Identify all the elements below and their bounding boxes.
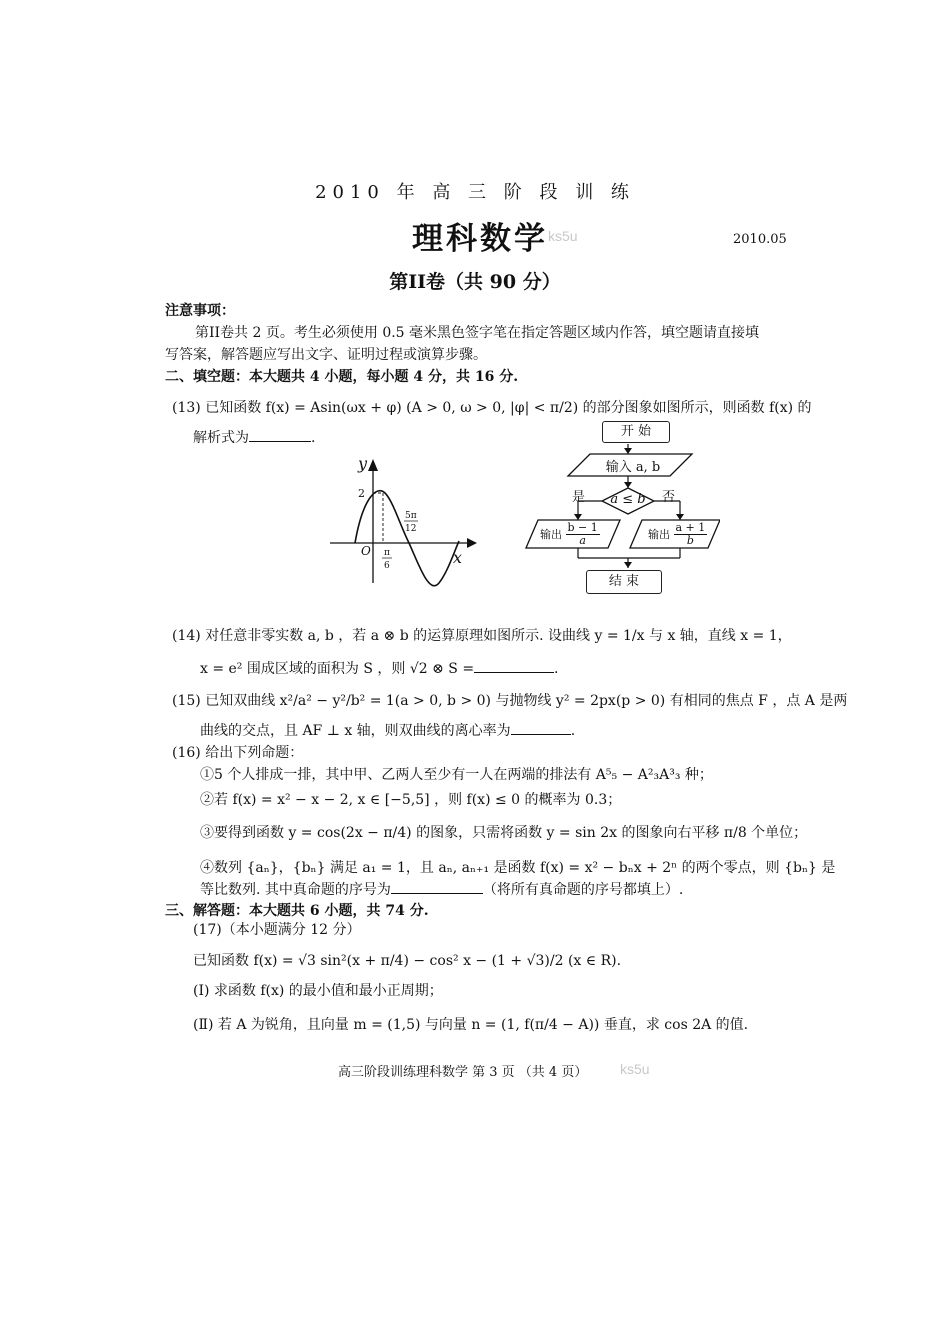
flowchart-output-left: [540, 522, 600, 547]
footer-watermark: ks5u: [620, 1061, 650, 1077]
graph-tick-b-num: π: [384, 548, 390, 558]
flowchart-output-right: [648, 522, 707, 547]
question-16-item-3: ③要得到函数 y = cos(2x − π/4) 的图象，只需将函数 y = sin 2x 的图象向右平移 π/8 个单位；: [200, 825, 808, 841]
question-16-item-4: ④数列 {aₙ}，{bₙ} 满足 a₁ = 1，且 aₙ, aₙ₊₁ 是函数 f(x) = x² − bₙx + 2ⁿ 的两个零点，则 {bₙ} 是: [200, 860, 836, 876]
output-right-denominator: b: [686, 534, 694, 547]
flowchart-start: 开 始: [602, 421, 670, 443]
question-13-line-1: (13) 已知函数 f(x) = Asin(ωx + φ) (A > 0, ω > 0, |φ| < π/2) 的部分图象如图所示，则函数 f(x) 的: [172, 400, 812, 416]
answer-blank-16: [391, 879, 483, 894]
question-16-intro: (16) 给出下列命题：: [172, 745, 304, 761]
volume-title: 第II卷（共 90 分）: [389, 271, 561, 293]
watermark: ks5u: [548, 228, 578, 244]
question-17-part-2: (Ⅱ) 若 A 为锐角，且向量 m = (1,5) 与向量 n = (1, f(π/4 − A)) 垂直，求 cos 2A 的值.: [193, 1017, 749, 1033]
output-left-denominator: a: [579, 534, 586, 547]
graph-origin-label: O: [361, 544, 371, 558]
question-16-item-2: ②若 f(x) = x² − x − 2, x ∈ [−5,5] ，则 f(x) ≤ 0 的概率为 0.3；: [200, 792, 622, 808]
output-left-numerator: b − 1: [567, 521, 598, 534]
question-16-item-1: ①5 个人排成一排，其中甲、乙两人至少有一人在两端的排法有 A⁵₅ − A²₃A³₃ 种；: [200, 767, 713, 783]
question-17-part-1: (Ⅰ) 求函数 f(x) 的最小值和最小正周期；: [193, 983, 443, 999]
output-right-prefix: 输出: [648, 527, 670, 541]
section-fill-in-heading: 二、填空题：本大题共 4 小题，每小题 4 分，共 16 分.: [165, 369, 519, 385]
question-13-line-2: 解析式为 .: [193, 427, 315, 449]
exam-date: 2010.05: [733, 232, 787, 247]
notice-line-2: 写答案，解答题应写出文字、证明过程或演算步骤。: [165, 347, 487, 363]
flowchart-yes-label: 是: [572, 490, 586, 505]
answer-blank-13: [249, 427, 311, 442]
graph-tick-b-den: 6: [384, 561, 390, 571]
page-title: 理科数学: [412, 221, 548, 257]
flowchart-input: 输入 a, b: [605, 460, 661, 475]
graph-y-tick: 2: [358, 487, 365, 500]
question-14-text: x = e² 围成区域的面积为 S ，则 √2 ⊗ S =: [200, 661, 475, 677]
exam-subtitle: 2010 年 高 三 阶 段 训 练: [315, 182, 635, 203]
answer-blank-15: [511, 720, 571, 735]
question-16-suffix: （将所有真命题的序号都填上）.: [482, 882, 684, 898]
question-13-prefix: 解析式为: [193, 430, 249, 446]
section-solutions-heading: 三、解答题：本大题共 6 小题，共 74 分.: [165, 903, 429, 919]
output-right-numerator: a + 1: [675, 521, 706, 534]
question-16-prefix: 等比数列. 其中真命题的序号为: [200, 882, 391, 898]
page-footer: 高三阶段训练理科数学 第 3 页 （共 4 页）: [338, 1065, 588, 1080]
question-15-line-2: 曲线的交点，且 AF ⊥ x 轴，则双曲线的离心率为 .: [200, 720, 575, 742]
notice-heading: 注意事项：: [165, 303, 235, 319]
sine-graph: [325, 455, 485, 590]
graph-tick-a-den: 12: [405, 524, 417, 534]
graph-x-label: x: [453, 548, 463, 567]
question-14-line-1: (14) 对任意非零实数 a, b ，若 a ⊗ b 的运算原理如图所示. 设曲线 y = 1/x 与 x 轴，直线 x = 1，: [172, 628, 792, 644]
flowchart-condition: a ≤ b: [610, 492, 646, 507]
question-15-text: 曲线的交点，且 AF ⊥ x 轴，则双曲线的离心率为: [200, 723, 511, 739]
graph-y-label: y: [358, 455, 368, 473]
output-left-prefix: 输出: [540, 527, 562, 541]
question-17-stem: 已知函数 f(x) = √3 sin²(x + π/4) − cos² x − (1 + √3)/2 (x ∈ R).: [193, 953, 622, 969]
question-14-line-2: x = e² 围成区域的面积为 S ，则 √2 ⊗ S = .: [200, 658, 559, 680]
flowchart-end: 结 束: [586, 570, 662, 594]
question-16-item-4-cont: [200, 879, 683, 901]
question-17-heading: (17)（本小题满分 12 分）: [193, 922, 361, 938]
question-15-line-1: (15) 已知双曲线 x²/a² − y²/b² = 1(a > 0, b > 0) 与抛物线 y² = 2px(p > 0) 有相同的焦点 F ，点 A 是两: [172, 693, 848, 709]
flowchart-no-label: 否: [662, 490, 676, 505]
notice-line-1: 第II卷共 2 页。考生必须使用 0.5 毫米黑色签字笔在指定答题区域内作答，填空题请直接填: [195, 325, 760, 341]
answer-blank-14: [474, 658, 554, 673]
graph-tick-a-num: 5π: [405, 511, 417, 521]
